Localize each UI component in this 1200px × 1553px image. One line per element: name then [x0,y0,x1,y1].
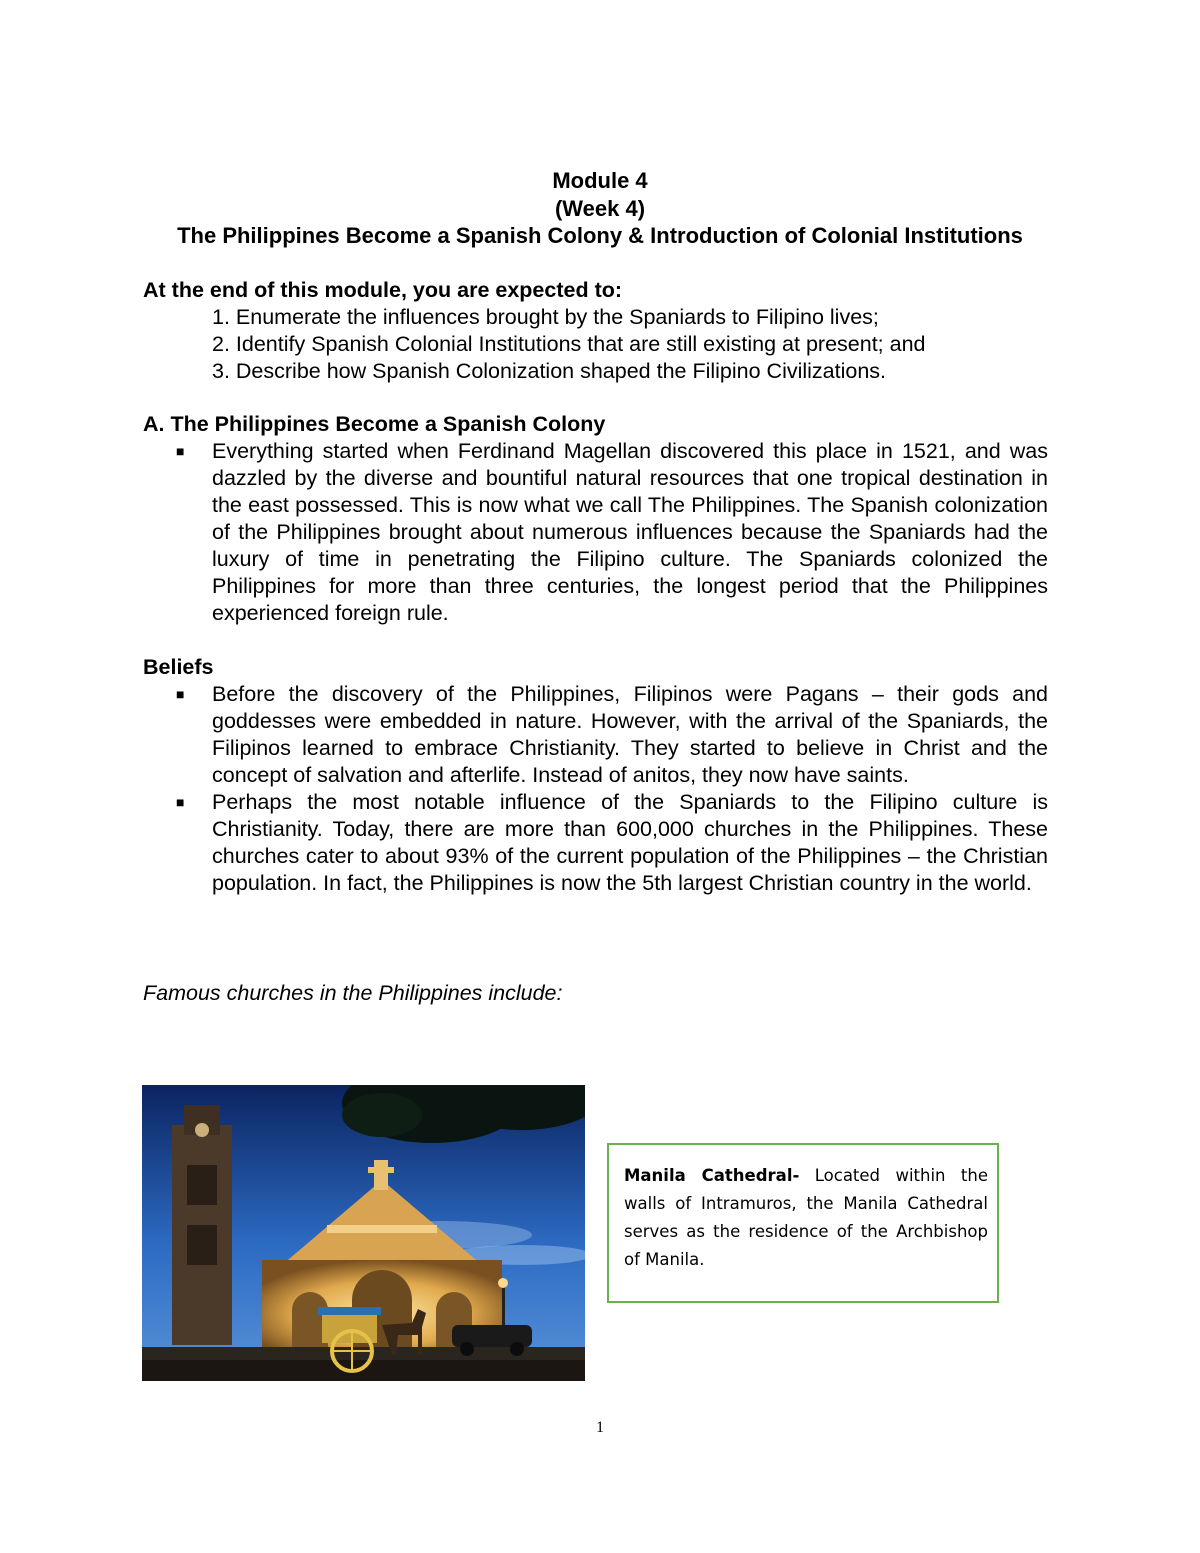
list-item [176,438,1048,627]
page-title: The Philippines Become a Spanish Colony & Introduction of Colonial Institutions [177,223,1023,248]
list-item-text: Perhaps the most notable influence of the Spaniards to the Filipino culture is Christianity. Today, there are more than 600,000 churches in the Philippines. These churches cater to about 93% of the current population of the Philippines – the Christian population. In fact, the Philippines is now the 5th largest Christian country in the world. [212,790,1048,895]
caption-title: Manila Cathedral- [624,1166,800,1185]
section-a-list [176,438,1048,627]
module-label: Module 4 [552,168,648,193]
square-bullet-icon: ■ [176,686,185,702]
objectives-heading: At the end of this module, you are expected to: [143,278,623,302]
beliefs-heading: Beliefs [143,655,214,679]
square-bullet-icon: ■ [176,443,185,459]
objective-item: 2. Identify Spanish Colonial Institutions that are still existing at present; and [212,332,926,356]
beliefs-list [176,681,1048,897]
square-bullet-icon: ■ [176,794,185,810]
manila-cathedral-photo [142,1085,585,1381]
list-item [176,681,1048,789]
section-a-heading: A. The Philippines Become a Spanish Colony [143,412,606,436]
page-number: 1 [596,1419,604,1436]
churches-intro: Famous churches in the Philippines include: [143,981,563,1005]
objective-item: 3. Describe how Spanish Colonization shaped the Filipino Civilizations. [212,359,887,383]
objective-item: 1. Enumerate the influences brought by the Spaniards to Filipino lives; [212,305,879,329]
caption-text [624,1162,988,1274]
week-label: (Week 4) [554,196,646,221]
list-item-text: Before the discovery of the Philippines, Filipinos were Pagans – their gods and goddesses were embedded in nature. However, with the arrival of the Spaniards, the Filipinos learned to embrace Christianity. They started to believe in Christ and the concept of salvation and afterlife. Instead of anitos, they now have saints. [212,682,1048,787]
caption-body: Located within the walls of Intramuros, the Manila Cathedral serves as the residence of the Archbishop of Manila. [624,1166,988,1269]
objectives-list [212,304,1052,385]
list-item [176,789,1048,897]
caption-box [607,1143,999,1303]
list-item-text: Everything started when Ferdinand Magellan discovered this place in 1521, and was dazzled by the diverse and bountiful natural resources that one tropical destination in the east possessed. This is now what we call The Philippines. The Spanish colonization of the Philippines brought about numerous influences because the Spaniards had the luxury of time in penetrating the Filipino culture. The Spaniards colonized the Philippines for more than three centuries, the longest period that the Philippines experienced foreign rule. [212,439,1048,625]
